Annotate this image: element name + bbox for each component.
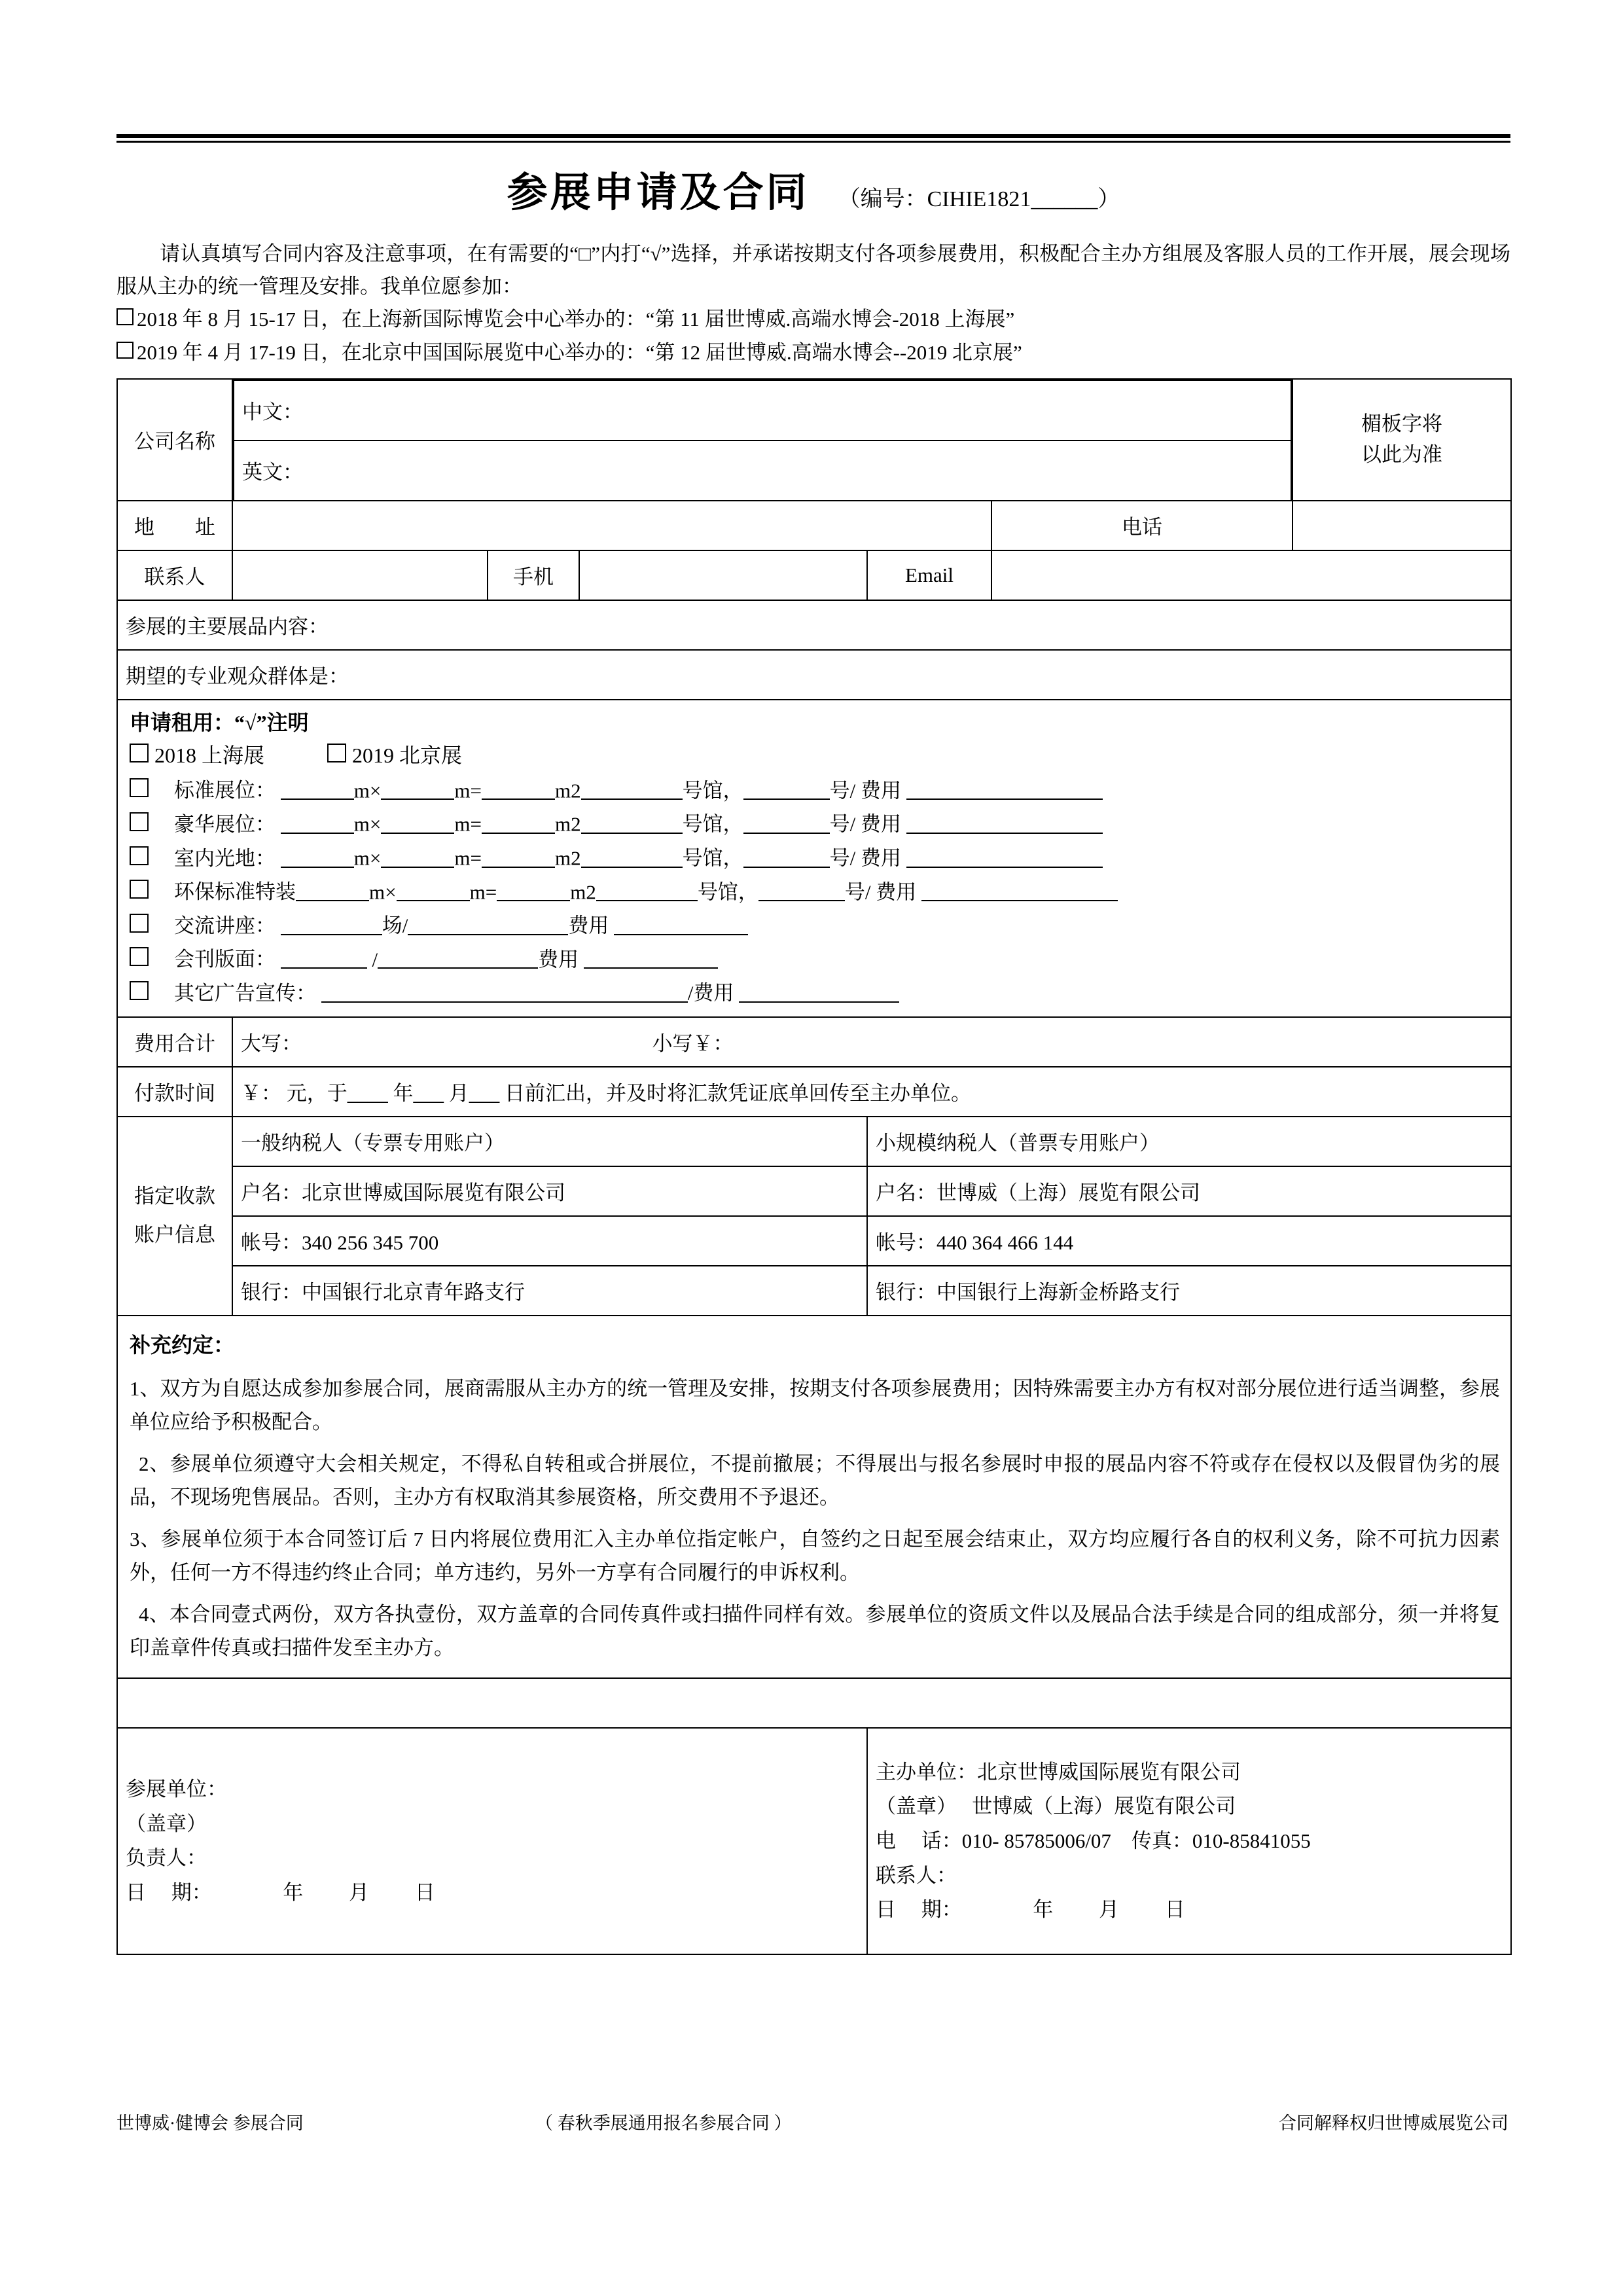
show-2019-label: 2019 北京展 [352, 743, 463, 767]
bank-right-bank-name: 银行：中国银行上海新金桥路支行 [867, 1266, 1511, 1316]
checkbox-indoor-raw-space[interactable] [130, 846, 149, 865]
bank-right-account-name: 户名：世博威（上海）展览有限公司 [867, 1166, 1511, 1216]
email-input[interactable] [991, 550, 1511, 600]
row-bank-account-name [117, 1166, 1511, 1216]
row-bank-account-no [117, 1216, 1511, 1266]
row-contact [117, 550, 1511, 600]
bank-info-label-line2: 账户信息 [134, 1223, 215, 1246]
row-rental-options [117, 700, 1511, 1017]
row-bank-name [117, 1266, 1511, 1316]
application-form-table [116, 378, 1512, 1956]
slash-6: / [372, 948, 378, 971]
unit-m2-3: m2 [554, 846, 581, 870]
unit-eq-3: m= [454, 846, 482, 870]
checkbox-catalog-page[interactable] [130, 947, 149, 966]
option-deluxe-booth[interactable] [130, 811, 1503, 834]
fee-lowercase-label: 小写￥： [652, 1032, 734, 1056]
row-company-cn [234, 380, 1291, 440]
checkbox-deluxe-booth[interactable] [130, 812, 149, 831]
footer-right: 合同解释权归世博威展览公司 [1279, 2113, 1508, 2133]
checkbox-show-2018[interactable] [130, 744, 149, 762]
fascia-note-line2: 以此为准 [1361, 442, 1443, 466]
fascia-note [1293, 379, 1511, 501]
page-footer [116, 2109, 1520, 2134]
phone-label: 电话 [991, 501, 1293, 550]
company-cn-input[interactable]: 中文： [234, 380, 1291, 440]
exhibitor-signature-block[interactable] [117, 1728, 867, 1954]
checkbox-eco-special-build[interactable] [130, 880, 149, 899]
company-name-label: 公司名称 [117, 379, 232, 501]
organizer-phone-fax: 电 话：010- 85785006/07 传真：010-85841055 [876, 1829, 1311, 1853]
boothno-4: 号/ [844, 880, 871, 904]
unit-x-3: × [369, 846, 382, 870]
mobile-label: 手机 [488, 550, 579, 600]
organizer-name: 主办单位：北京世博威国际展览有限公司 [876, 1760, 1241, 1784]
term-item-1: 1、双方为自愿达成参加参展合同，展商需服从主办方的统一管理及安排，按期支付各项参展费用；因特殊需要主办方有权对部分展位进行适当调整，参展单位应给予积极配合。 [130, 1376, 1501, 1434]
standard-booth-label: 标准展位： [174, 779, 276, 802]
unit-m-1: m [353, 779, 370, 802]
row-payment-time [117, 1067, 1511, 1117]
bank-right-account-no: 帐号：440 364 466 144 [867, 1216, 1511, 1266]
unit-x-4: × [385, 880, 397, 904]
row-company-en [234, 440, 1291, 500]
unit-m-3: m [353, 846, 370, 870]
seminar-label: 交流讲座： [174, 914, 276, 937]
organizer-signature-block[interactable] [867, 1728, 1511, 1954]
row-signatures [117, 1728, 1511, 1954]
event-2018-label: 2018 年 8 月 15-17 日，在上海新国际博览会中心举办的：“第 11 届世博威.高端水博会-2018 上海展” [137, 308, 1015, 331]
contact-label: 联系人 [117, 550, 232, 600]
event-option-2018[interactable] [116, 303, 1510, 336]
bank-info-label-line1: 指定收款 [134, 1184, 215, 1208]
spacer-cell [117, 1678, 1511, 1728]
hall-4: 号馆， [697, 880, 758, 904]
option-indoor-raw-space[interactable] [130, 845, 1503, 869]
address-label: 地 址 [117, 501, 232, 550]
bank-left-account-no: 帐号：340 256 345 700 [232, 1216, 867, 1266]
footer-left: 世博威·健博会 参展合同 [116, 2113, 304, 2133]
fee-2: 费用 [860, 812, 901, 836]
option-other-advertising[interactable] [130, 980, 1503, 1003]
checkbox-event-2019[interactable] [116, 342, 134, 359]
company-name-fields [232, 379, 1293, 501]
checkbox-other-advertising[interactable] [130, 981, 149, 1000]
term-item-2: 2、参展单位须遵守大会相关规定，不得私自转租或合拼展位，不提前撤展；不得展出与报名参展时申报的展品内容不符或存在侵权以及假冒伪劣的展品，不现场兜售展品。否则，主办方有权取消其参展资格，所交费用不予退还。 [130, 1452, 1501, 1509]
payment-time-label: 付款时间 [117, 1067, 232, 1117]
boothno-3: 号/ [829, 846, 856, 870]
row-spacer [117, 1678, 1511, 1728]
option-standard-booth[interactable] [130, 778, 1503, 801]
bank-right-taxpayer: 小规模纳税人（普票专用账户） [867, 1117, 1511, 1166]
row-fee-total [117, 1017, 1511, 1067]
row-exhibits [117, 600, 1511, 650]
page-title: 参展申请及合同 [507, 171, 810, 215]
exhibitor-principal[interactable]: 负责人： [126, 1846, 207, 1870]
bank-info-label [117, 1117, 232, 1316]
header-rule [116, 134, 1510, 143]
organizer-contact[interactable]: 联系人： [876, 1863, 957, 1887]
unit-m2-1: m2 [554, 779, 581, 802]
eco-special-build-label: 环保标准特装 [174, 880, 296, 904]
rental-heading: 申请租用：“√”注明 [130, 710, 309, 734]
row-address [117, 501, 1511, 550]
unit-x-2: × [369, 812, 382, 836]
option-catalog-page[interactable] [130, 946, 1503, 970]
boothno-1: 号/ [829, 779, 856, 802]
checkbox-standard-booth[interactable] [130, 778, 149, 797]
fee-4: 费用 [876, 880, 917, 904]
terms-heading: 补充约定： [130, 1333, 235, 1357]
exhibitor-date[interactable]: 日 期： 年 月 日 [126, 1881, 435, 1905]
payment-time-text[interactable]: ￥： 元，于____ 年___ 月___ 日前汇出，并及时将汇款凭证底单回传至主办单位。 [232, 1067, 1511, 1117]
term-item-3: 3、参展单位须于本合同签订后 7 日内将展位费用汇入主办单位指定帐户，自签约之日起至展会结束止，双方均应履行各自的权利义务，除不可抗力因素外，任何一方不得违约终止合同；单方违约，另外一方享有合同履行的申诉权利。 [130, 1527, 1501, 1585]
terms-block [117, 1316, 1511, 1679]
row-bank-taxpayer [117, 1117, 1511, 1166]
rental-block [117, 700, 1511, 1017]
unit-m-4: m [369, 880, 385, 904]
bank-left-account-name: 户名：北京世博威国际展览有限公司 [232, 1166, 867, 1216]
term-item-4: 4、本合同壹式两份，双方各执壹份，双方盖章的合同传真件或扫描件同样有效。参展单位的资质文件以及展品合法手续是合同的组成部分，须一并将复印盖章件传真或扫描件发至主办方。 [130, 1602, 1501, 1659]
fee-slash-7: /费用 [687, 981, 734, 1005]
fee-uppercase-label: 大写： [241, 1032, 302, 1056]
organizer-seal: （盖章） 世博威（上海）展览有限公司 [876, 1795, 1236, 1818]
fee-3: 费用 [860, 846, 901, 870]
indoor-raw-space-label: 室内光地： [174, 846, 276, 870]
fee-total-label: 费用合计 [117, 1017, 232, 1067]
contact-input[interactable] [232, 550, 488, 600]
footer-center: （ 春秋季展通用报名参展合同 ） [535, 2113, 792, 2133]
fascia-note-line1: 楣板字将 [1361, 412, 1443, 436]
unit-m2-4: m2 [570, 880, 596, 904]
boothno-2: 号/ [829, 812, 856, 836]
audience-field[interactable]: 期望的专业观众群体是： [117, 650, 1511, 700]
show-2018-label: 2018 上海展 [154, 743, 265, 767]
row-audience [117, 650, 1511, 700]
event-2019-label: 2019 年 4 月 17-19 日，在北京中国国际展览中心举办的：“第 12 届世博威.高端水博会--2019 北京展” [137, 340, 1022, 364]
option-seminar[interactable] [130, 912, 1503, 936]
contract-code: （编号：CIHIE1821______） [838, 187, 1120, 211]
row-terms [117, 1316, 1511, 1679]
bank-left-taxpayer: 一般纳税人（专票专用账户） [232, 1117, 867, 1166]
option-eco-special-build[interactable] [130, 879, 1503, 903]
deluxe-booth-label: 豪华展位： [174, 812, 276, 836]
unit-eq-2: m= [454, 812, 482, 836]
intro-block [116, 238, 1510, 369]
checkbox-show-2019[interactable] [327, 744, 346, 762]
organizer-date[interactable]: 日 期： 年 月 日 [876, 1898, 1185, 1922]
fee-1: 费用 [860, 779, 901, 802]
bank-left-bank-name: 银行：中国银行北京青年路支行 [232, 1266, 867, 1316]
rental-show-picker [130, 744, 1503, 766]
unit-m2-2: m2 [554, 812, 581, 836]
company-en-input[interactable]: 英文： [234, 440, 1291, 500]
phone-input[interactable] [1293, 501, 1511, 550]
mobile-input[interactable] [579, 550, 867, 600]
fee-6: 费用 [538, 948, 579, 971]
email-label: Email [867, 550, 991, 600]
seminar-unit: 场/ [382, 914, 408, 937]
page-inner [116, 0, 1510, 1955]
fee-total-fields[interactable] [232, 1017, 1511, 1067]
exhibitor-seal: （盖章） [126, 1812, 207, 1835]
hall-3: 号馆， [682, 846, 743, 870]
hall-2: 号馆， [682, 812, 743, 836]
address-input[interactable] [232, 501, 991, 550]
exhibits-field[interactable]: 参展的主要展品内容： [117, 600, 1511, 650]
exhibitor-label: 参展单位： [126, 1778, 227, 1801]
checkbox-event-2018[interactable] [116, 308, 134, 325]
intro-paragraph: 请认真填写合同内容及注意事项，在有需要的“□”内打“√”选择，并承诺按期支付各项参展费用，积极配合主办方组展及客服人员的工作开展，展会现场服从主办的统一管理及安排。我单位愿参加： [116, 242, 1510, 298]
unit-x-1: × [369, 779, 382, 802]
row-company-name [117, 379, 1511, 501]
fee-5: 费用 [568, 914, 609, 937]
hall-1: 号馆， [682, 779, 743, 802]
title-row [116, 160, 1510, 218]
event-option-2019[interactable] [116, 336, 1510, 369]
checkbox-seminar[interactable] [130, 914, 149, 933]
company-name-subtable [233, 380, 1292, 500]
unit-m-2: m [353, 812, 370, 836]
catalog-page-label: 会刊版面： [174, 948, 276, 971]
unit-eq-4: m= [469, 880, 497, 904]
other-advertising-label: 其它广告宣传： [174, 981, 316, 1005]
unit-eq-1: m= [454, 779, 482, 802]
